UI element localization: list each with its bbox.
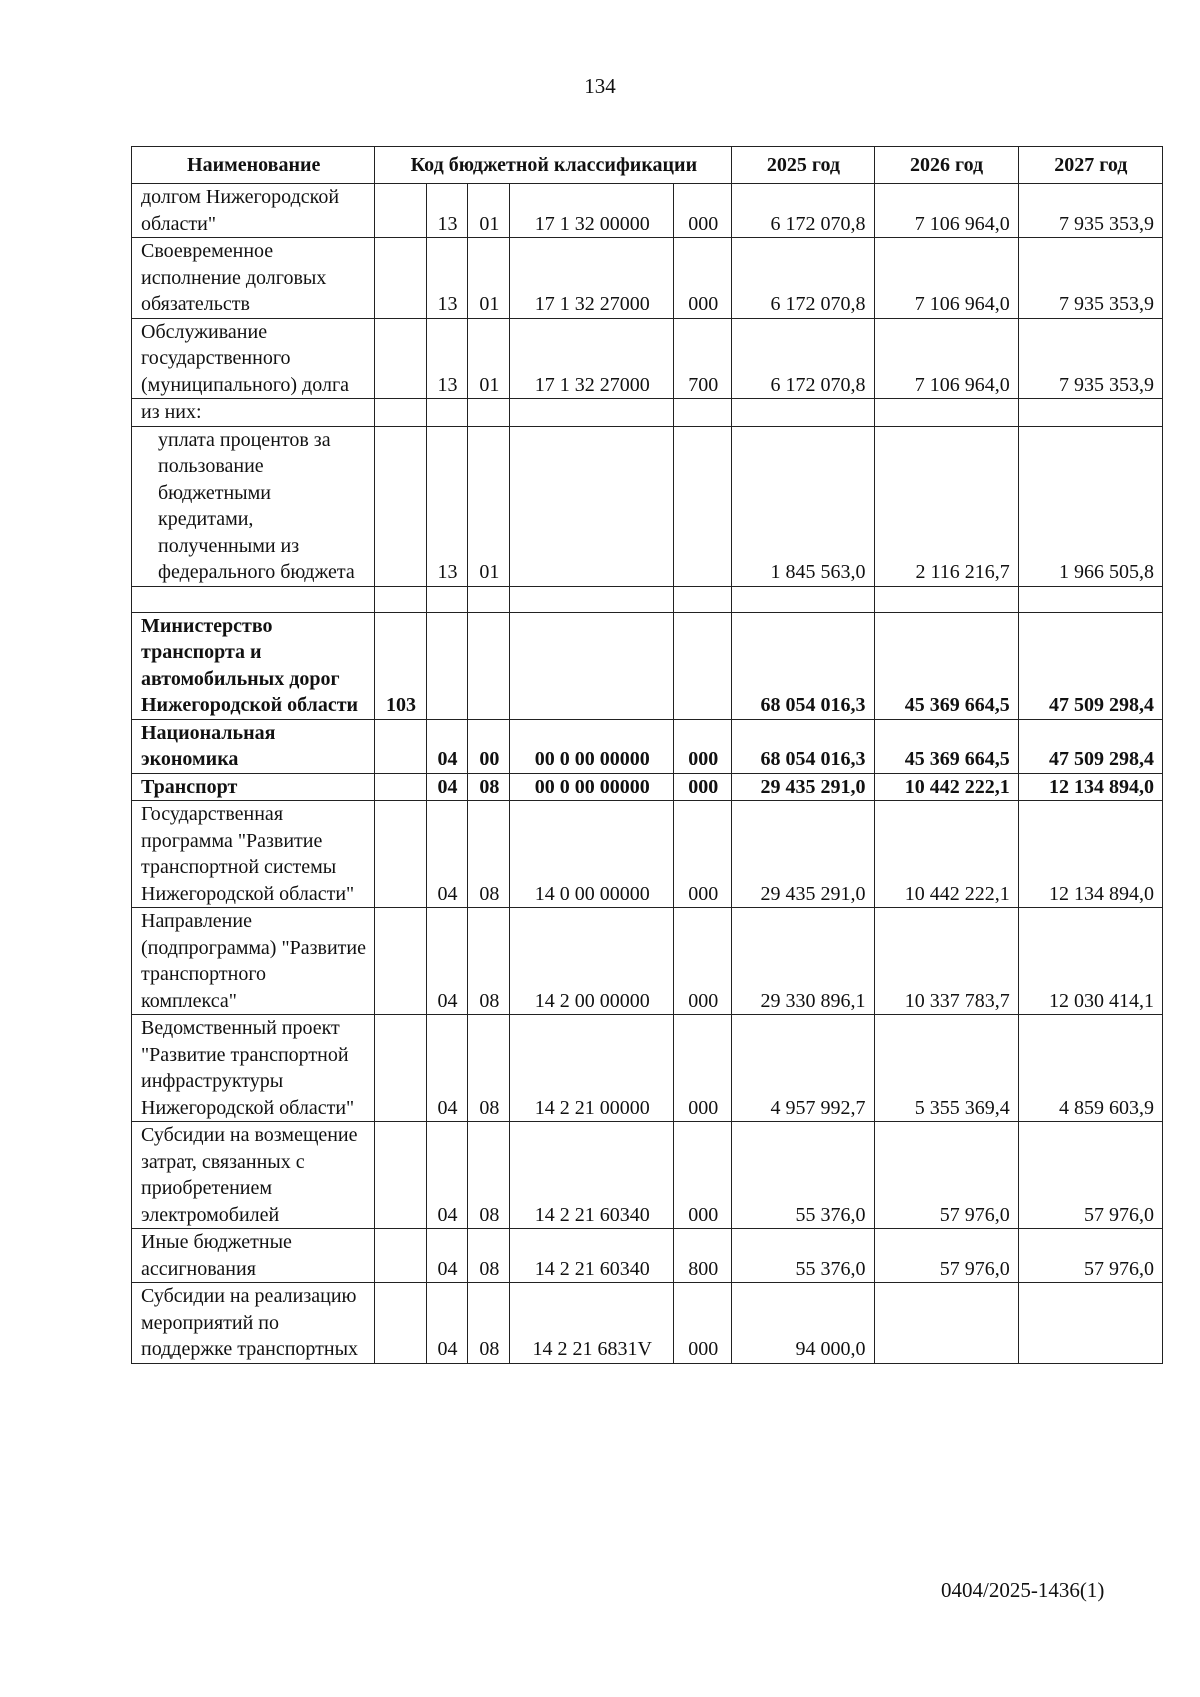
cell-2026: 7 106 964,0 — [874, 318, 1018, 399]
cell-expense-kind: 000 — [674, 908, 732, 1015]
cell-name: Направление (подпрограмма) "Развитие транспортного комплекса" — [132, 908, 375, 1015]
cell-2025: 29 435 291,0 — [732, 773, 874, 801]
cell-subsection-code: 01 — [468, 184, 510, 238]
cell-2025: 29 330 896,1 — [732, 908, 874, 1015]
cell-section-code: 04 — [426, 1122, 468, 1229]
cell-2025: 6 172 070,8 — [732, 238, 874, 319]
cell-ministry-code: 103 — [375, 612, 426, 719]
table-row — [132, 184, 1163, 238]
cell-ministry-code — [375, 238, 426, 319]
cell-section-code: 04 — [426, 719, 468, 773]
cell-ministry-code — [375, 1283, 426, 1364]
cell-2025: 6 172 070,8 — [732, 184, 874, 238]
cell-2027: 47 509 298,4 — [1018, 719, 1162, 773]
cell-expense-kind: 800 — [674, 1229, 732, 1283]
cell-2027: 7 935 353,9 — [1018, 184, 1162, 238]
cell-expense-kind: 700 — [674, 318, 732, 399]
table-row — [132, 719, 1163, 773]
cell-2025: 6 172 070,8 — [732, 318, 874, 399]
budget-table — [131, 146, 1163, 1364]
cell-2027: 47 509 298,4 — [1018, 612, 1162, 719]
cell-target-article — [510, 612, 674, 719]
table-row — [132, 586, 1163, 612]
header-name: Наименование — [132, 147, 375, 184]
cell-name: Ведомственный проект "Развитие транспортной инфраструктуры Нижегородской области" — [132, 1015, 375, 1122]
cell-section-code: 13 — [426, 238, 468, 319]
cell-target-article — [510, 586, 674, 612]
cell-ministry-code — [375, 184, 426, 238]
cell-name: долгом Нижегородской области" — [132, 184, 375, 238]
cell-2027: 7 935 353,9 — [1018, 238, 1162, 319]
table-row — [132, 908, 1163, 1015]
cell-subsection-code: 08 — [468, 908, 510, 1015]
table-row — [132, 426, 1163, 586]
cell-2027 — [1018, 399, 1162, 427]
cell-2027 — [1018, 586, 1162, 612]
cell-name: Иные бюджетные ассигнования — [132, 1229, 375, 1283]
document-code: 0404/2025-1436(1) — [941, 1578, 1105, 1602]
cell-2027 — [1018, 1283, 1162, 1364]
cell-2026: 10 442 222,1 — [874, 801, 1018, 908]
cell-ministry-code — [375, 908, 426, 1015]
cell-2025 — [732, 399, 874, 427]
cell-2026: 5 355 369,4 — [874, 1015, 1018, 1122]
cell-target-article: 00 0 00 00000 — [510, 773, 674, 801]
cell-2027: 7 935 353,9 — [1018, 318, 1162, 399]
table-row — [132, 238, 1163, 319]
cell-expense-kind: 000 — [674, 1283, 732, 1364]
cell-ministry-code — [375, 586, 426, 612]
cell-2026: 10 442 222,1 — [874, 773, 1018, 801]
header-code: Код бюджетной классификации — [375, 147, 732, 184]
cell-ministry-code — [375, 318, 426, 399]
cell-ministry-code — [375, 1229, 426, 1283]
cell-2025: 55 376,0 — [732, 1229, 874, 1283]
table-row — [132, 1015, 1163, 1122]
cell-2027: 1 966 505,8 — [1018, 426, 1162, 586]
cell-target-article: 17 1 32 00000 — [510, 184, 674, 238]
cell-subsection-code: 08 — [468, 801, 510, 908]
cell-2027: 12 134 894,0 — [1018, 801, 1162, 908]
table-row — [132, 1122, 1163, 1229]
table-row — [132, 801, 1163, 908]
cell-ministry-code — [375, 1122, 426, 1229]
cell-expense-kind — [674, 426, 732, 586]
cell-name: Субсидии на реализацию мероприятий по поддержке транспортных — [132, 1283, 375, 1364]
cell-section-code — [426, 399, 468, 427]
cell-expense-kind — [674, 399, 732, 427]
cell-target-article: 14 2 21 6831V — [510, 1283, 674, 1364]
cell-subsection-code: 00 — [468, 719, 510, 773]
cell-expense-kind: 000 — [674, 801, 732, 908]
cell-expense-kind: 000 — [674, 719, 732, 773]
cell-2026: 10 337 783,7 — [874, 908, 1018, 1015]
cell-name: Транспорт — [132, 773, 375, 801]
cell-ministry-code — [375, 1015, 426, 1122]
cell-target-article: 17 1 32 27000 — [510, 318, 674, 399]
table-header-row — [132, 147, 1163, 184]
cell-section-code: 13 — [426, 318, 468, 399]
cell-name: уплата процентов за пользование бюджетными кредитами, полученными из федерального бюджета — [132, 426, 375, 586]
cell-2026 — [874, 586, 1018, 612]
cell-2026: 7 106 964,0 — [874, 184, 1018, 238]
cell-subsection-code — [468, 586, 510, 612]
cell-section-code: 04 — [426, 801, 468, 908]
cell-2025: 1 845 563,0 — [732, 426, 874, 586]
cell-2025: 29 435 291,0 — [732, 801, 874, 908]
cell-section-code: 04 — [426, 773, 468, 801]
cell-section-code: 04 — [426, 908, 468, 1015]
page-number: 134 — [584, 74, 616, 98]
cell-subsection-code: 08 — [468, 1015, 510, 1122]
cell-expense-kind: 000 — [674, 238, 732, 319]
cell-target-article: 17 1 32 27000 — [510, 238, 674, 319]
cell-section-code: 13 — [426, 426, 468, 586]
cell-name: из них: — [132, 399, 375, 427]
cell-expense-kind — [674, 586, 732, 612]
cell-2025: 4 957 992,7 — [732, 1015, 874, 1122]
cell-2027: 4 859 603,9 — [1018, 1015, 1162, 1122]
cell-expense-kind: 000 — [674, 1015, 732, 1122]
cell-expense-kind: 000 — [674, 184, 732, 238]
cell-expense-kind: 000 — [674, 773, 732, 801]
header-2025: 2025 год — [732, 147, 874, 184]
cell-2027: 57 976,0 — [1018, 1122, 1162, 1229]
table-row — [132, 1229, 1163, 1283]
cell-name: Государственная программа "Развитие транспортной системы Нижегородской области" — [132, 801, 375, 908]
cell-target-article — [510, 399, 674, 427]
cell-2026 — [874, 1283, 1018, 1364]
cell-subsection-code — [468, 612, 510, 719]
cell-2025: 94 000,0 — [732, 1283, 874, 1364]
cell-2026: 45 369 664,5 — [874, 612, 1018, 719]
header-2026: 2026 год — [874, 147, 1018, 184]
cell-2025 — [732, 586, 874, 612]
cell-subsection-code: 08 — [468, 1122, 510, 1229]
cell-target-article: 14 2 21 00000 — [510, 1015, 674, 1122]
cell-subsection-code: 01 — [468, 426, 510, 586]
cell-section-code: 04 — [426, 1229, 468, 1283]
cell-2025: 68 054 016,3 — [732, 719, 874, 773]
cell-target-article: 00 0 00 00000 — [510, 719, 674, 773]
cell-2027: 12 134 894,0 — [1018, 773, 1162, 801]
cell-2026: 57 976,0 — [874, 1122, 1018, 1229]
cell-section-code: 04 — [426, 1015, 468, 1122]
cell-name: Министерство транспорта и автомобильных дорог Нижегородской области — [132, 612, 375, 719]
cell-target-article: 14 0 00 00000 — [510, 801, 674, 908]
cell-ministry-code — [375, 426, 426, 586]
table-row — [132, 773, 1163, 801]
cell-2027: 57 976,0 — [1018, 1229, 1162, 1283]
cell-name: Национальная экономика — [132, 719, 375, 773]
cell-name: Обслуживание государственного (муниципального) долга — [132, 318, 375, 399]
cell-2027: 12 030 414,1 — [1018, 908, 1162, 1015]
cell-subsection-code: 08 — [468, 1283, 510, 1364]
cell-subsection-code: 08 — [468, 773, 510, 801]
cell-ministry-code — [375, 801, 426, 908]
cell-2026 — [874, 399, 1018, 427]
cell-ministry-code — [375, 773, 426, 801]
cell-name: Своевременное исполнение долговых обязательств — [132, 238, 375, 319]
cell-expense-kind — [674, 612, 732, 719]
table-body — [132, 184, 1163, 1364]
cell-target-article: 14 2 00 00000 — [510, 908, 674, 1015]
table-row — [132, 318, 1163, 399]
cell-2026: 57 976,0 — [874, 1229, 1018, 1283]
cell-subsection-code — [468, 399, 510, 427]
cell-target-article: 14 2 21 60340 — [510, 1122, 674, 1229]
cell-ministry-code — [375, 719, 426, 773]
cell-expense-kind: 000 — [674, 1122, 732, 1229]
table-row — [132, 1283, 1163, 1364]
table-row — [132, 612, 1163, 719]
cell-name: Субсидии на возмещение затрат, связанных с приобретением электромобилей — [132, 1122, 375, 1229]
cell-target-article: 14 2 21 60340 — [510, 1229, 674, 1283]
header-2027: 2027 год — [1018, 147, 1162, 184]
cell-ministry-code — [375, 399, 426, 427]
cell-target-article — [510, 426, 674, 586]
cell-2026: 45 369 664,5 — [874, 719, 1018, 773]
cell-2026: 7 106 964,0 — [874, 238, 1018, 319]
cell-section-code: 13 — [426, 184, 468, 238]
cell-section-code — [426, 612, 468, 719]
cell-2026: 2 116 216,7 — [874, 426, 1018, 586]
table-row — [132, 399, 1163, 427]
cell-section-code — [426, 586, 468, 612]
cell-subsection-code: 08 — [468, 1229, 510, 1283]
cell-name — [132, 586, 375, 612]
cell-subsection-code: 01 — [468, 318, 510, 399]
cell-2025: 68 054 016,3 — [732, 612, 874, 719]
cell-subsection-code: 01 — [468, 238, 510, 319]
cell-2025: 55 376,0 — [732, 1122, 874, 1229]
cell-section-code: 04 — [426, 1283, 468, 1364]
